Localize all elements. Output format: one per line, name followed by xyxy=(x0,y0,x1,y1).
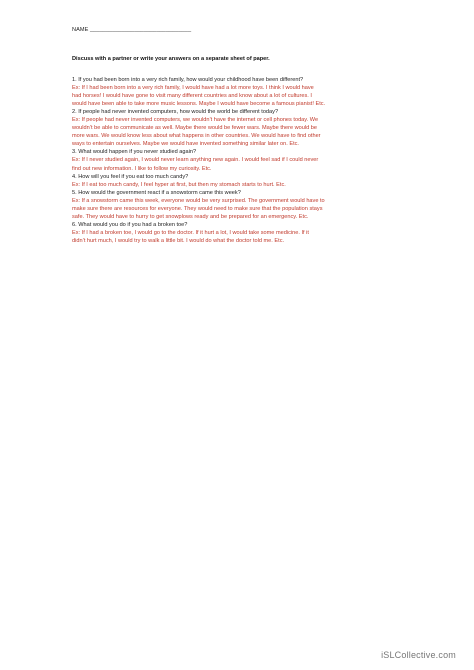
questions-and-answers xyxy=(72,76,412,245)
answer-line: Ex: If I never studied again, I would never learn anything new again. I would feel sad if I could never xyxy=(72,157,319,164)
answer-line: wouldn’t be able to communicate as well. Maybe there would be fewer wars. Maybe there would be xyxy=(72,125,318,132)
answer-line: Ex: If I had been born into a very rich family, I would have had a lot more toys. I think I would have xyxy=(72,85,314,92)
question-line: 6. What would you do if you had a broken toe? xyxy=(72,221,188,228)
answer-line: make sure there are resources for everyone. They would need to make sure that the population stays xyxy=(72,205,323,212)
answer-line: find out new information. I like to follow my curiosity. Etc. xyxy=(72,165,212,172)
answer-line: would have been able to take more music lessons. Maybe I would have become a famous pianist! Etc. xyxy=(72,101,326,108)
answer-line: Ex: If people had never invented computers, we wouldn’t have the internet or cell phones today. We xyxy=(72,117,319,124)
answer-line: Ex: If I eat too much candy, I feel hyper at first, but then my stomach starts to hurt. Etc. xyxy=(72,181,286,188)
answer-line: Ex: If I had a broken toe, I would go to the doctor. If it hurt a lot, I would take some medicine. If it xyxy=(72,229,309,236)
question-line: 1. If you had been born into a very rich family, how would your childhood have been different? xyxy=(72,77,304,83)
question-line: 3. What would happen if you never studied again? xyxy=(72,149,197,156)
question-line: 4. How will you feel if you eat too much candy? xyxy=(72,173,189,180)
answer-line: ways to entertain ourselves. Maybe we would have invented something similar later on. Etc. xyxy=(72,141,299,148)
answer-line: more wars. We would know less about what happens in other countries. We would have to find other xyxy=(72,133,321,140)
question-line: 2. If people had never invented computers, how would the world be different today? xyxy=(72,109,279,116)
question-line: 5. How would the government react if a snowstorm came this week? xyxy=(72,189,241,196)
answer-line: Ex: If a snowstorm came this week, everyone would be very surprised. The government would have to xyxy=(72,197,325,204)
instructions-heading: Discuss with a partner or write your answers on a separate sheet of paper. xyxy=(72,56,270,62)
answer-line: didn’t hurt much, I would try to walk a little bit. I would do what the doctor told me. Etc. xyxy=(72,237,285,244)
name-field-line: NAME ________________________________ xyxy=(72,27,192,33)
answer-line: had horses! I would have gone to visit many different countries and know about a lot of cultures. I xyxy=(72,93,312,100)
site-watermark: iSLCollective.com xyxy=(381,650,456,660)
answer-line: safe. They would have to hurry to get snowplows ready and be prepared for an emergency. Etc. xyxy=(72,213,309,220)
